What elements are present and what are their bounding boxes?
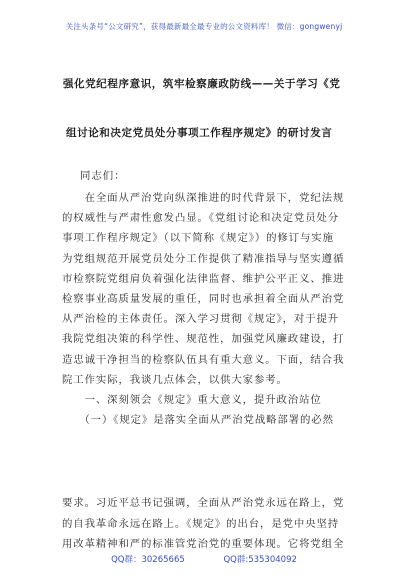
body-paragraph-2: [62, 493, 352, 513]
body-line: 要求。习近平总书记强调，全面从严治党永远在路上，党: [62, 497, 345, 509]
header-banner: 关注头条号“公文研究”，获得最新最全最专业的公文资料库！ 微信：gongwenyj: [65, 22, 343, 31]
body-line: 的权威性与严肃性愈发凸显。《党组讨论和决定党员处分: [62, 212, 340, 225]
body-line: 用改革精神和严的标准管党治党的重要体现。它将党组全: [62, 538, 345, 551]
section-heading: 一、深刻领会《规定》重大意义，提升政治站位: [62, 393, 322, 406]
body-line: （一）《规定》是落实全面从严治党战略部署的必然: [62, 414, 334, 427]
body-paragraph-1: [62, 188, 352, 430]
body-line: 事项工作程序规定》（以下简称《规定》）的修订与实施: [62, 232, 334, 245]
body-line: 院工作实际，我谈几点体会，以供大家参考。: [62, 373, 288, 386]
body-line: 从严治检的主体责任。深入学习贯彻《规定》，对于提升: [62, 313, 340, 326]
body-line: 为党组规范开展党员处分工作提供了精准指导与坚实遵循: [62, 252, 345, 265]
body-line: 检察事业高质量发展的重任，同时也承担着全面从严治党: [62, 292, 345, 305]
document-title-line-2: 组讨论和决定党员处分事项工作程序规定》的研讨发言: [66, 127, 333, 139]
body-line: 市检察院党组肩负着强化法律监督、维护公平正义、推进: [62, 272, 345, 285]
greeting: 同志们：: [80, 170, 126, 182]
body-paragraph-3: [62, 514, 352, 554]
footer-contact: [0, 553, 408, 565]
body-line: 在全面从严治党向纵深推进的时代背景下，党纪法规: [62, 192, 345, 204]
body-line: 造忠诚干净担当的检察队伍具有重大意义。下面，结合我: [62, 353, 345, 366]
document-title-line-1: 强化党纪程序意识，筑牢检察廉政防线——关于学习《党: [63, 78, 341, 90]
footer-qq-group-2: QQ群:535304092: [223, 555, 297, 565]
footer-qq-group-1: QQ群：30265665: [111, 555, 185, 565]
body-line: 我院党组决策的科学性、规范性，加强党风廉政建设，打: [62, 333, 345, 346]
body-line: 的自我革命永远在路上。《规定》的出台，是党中央坚持: [62, 518, 340, 530]
